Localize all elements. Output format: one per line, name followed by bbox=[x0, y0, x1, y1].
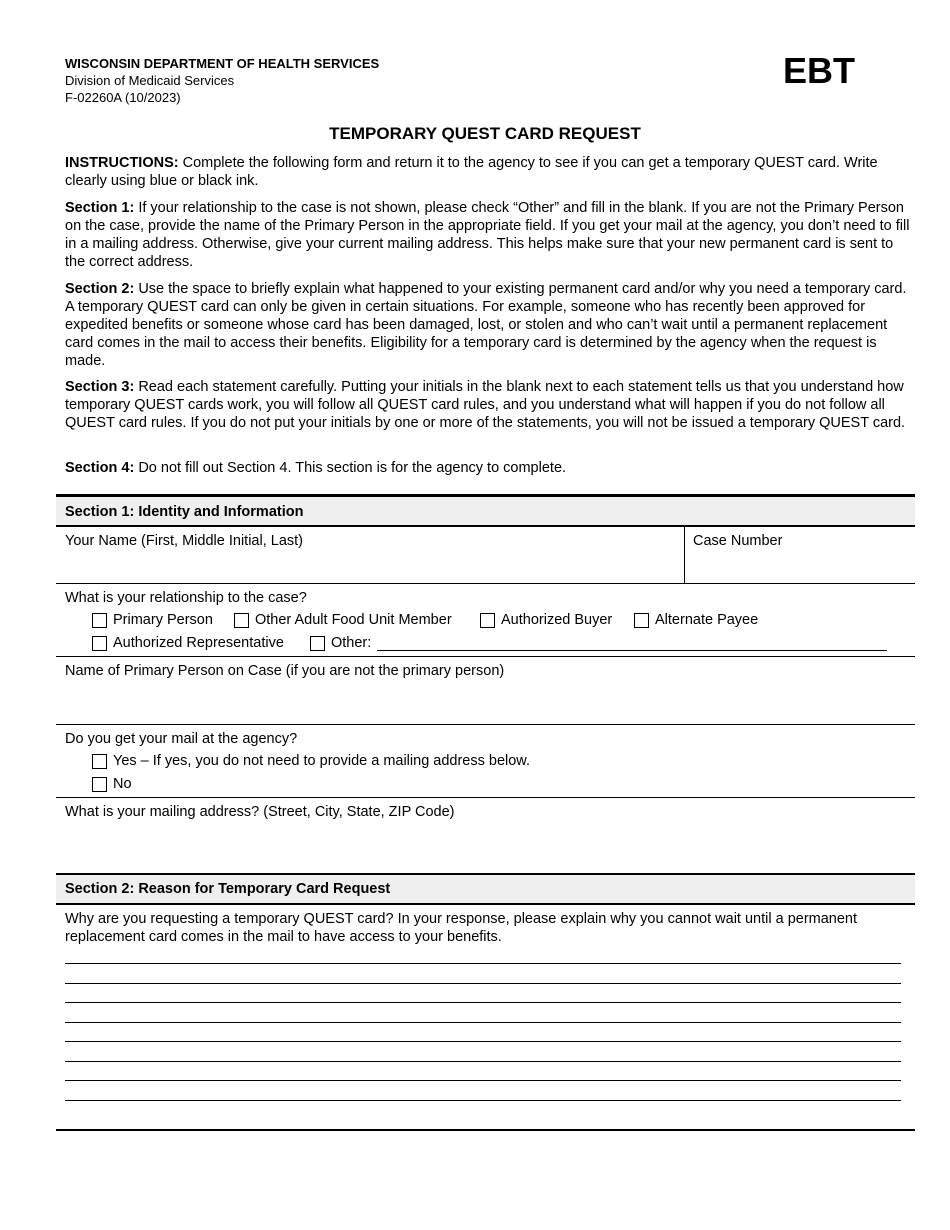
reason-writing-line[interactable] bbox=[65, 1002, 901, 1003]
relationship-question: What is your relationship to the case? bbox=[65, 590, 307, 606]
other-relationship-input-line[interactable] bbox=[377, 650, 887, 651]
reason-writing-line[interactable] bbox=[65, 1041, 901, 1042]
instructions-paragraph: INSTRUCTIONS: Complete the following form and return it to the agency to see if you can get a temporary QUEST card. Write clearly using blue or black ink. bbox=[65, 155, 878, 189]
mailing-address-field[interactable] bbox=[57, 823, 914, 871]
reason-writing-line[interactable] bbox=[65, 1022, 901, 1023]
section4-instructions: Section 4: Do not fill out Section 4. This section is for the agency to complete. bbox=[65, 460, 567, 476]
your-name-field[interactable] bbox=[57, 550, 683, 582]
divider bbox=[56, 724, 915, 725]
mail-no-label: No bbox=[113, 776, 132, 792]
page-title: TEMPORARY QUEST CARD REQUEST bbox=[329, 124, 641, 143]
reason-writing-line[interactable] bbox=[65, 1100, 901, 1101]
primary-person-name-field[interactable] bbox=[57, 682, 914, 722]
reason-writing-line[interactable] bbox=[65, 983, 901, 984]
primary-person-label: Primary Person bbox=[113, 612, 213, 628]
mail-no-checkbox[interactable] bbox=[92, 777, 107, 792]
division-name: Division of Medicaid Services bbox=[65, 73, 235, 88]
divider bbox=[684, 527, 685, 584]
mailing-address-label: What is your mailing address? (Street, City, State, ZIP Code) bbox=[65, 804, 455, 820]
section1-instructions: Section 1: If your relationship to the case is not shown, please check “Other” and fill in the blank. If you are not the Primary Person on the case, provide the name of the Primary Person in the appropriate field. If you get your mail at the agency, you don’t need to fill in a mailing address. Otherwise, give your current mailing address. This helps make sure that your new permanent card is sent to the correct address. bbox=[65, 200, 910, 270]
reason-writing-line[interactable] bbox=[65, 1080, 901, 1081]
primary-person-checkbox[interactable] bbox=[92, 613, 107, 628]
divider bbox=[56, 525, 915, 527]
mail-yes-checkbox[interactable] bbox=[92, 754, 107, 769]
mail-agency-question: Do you get your mail at the agency? bbox=[65, 731, 298, 747]
mail-yes-label: Yes – If yes, you do not need to provide a mailing address below. bbox=[113, 753, 531, 769]
authorized-representative-checkbox[interactable] bbox=[92, 636, 107, 651]
section2-heading: Section 2: Reason for Temporary Card Request bbox=[65, 881, 391, 897]
other-relationship-label: Other: bbox=[331, 635, 372, 651]
your-name-label: Your Name (First, Middle Initial, Last) bbox=[65, 533, 303, 549]
section3-instructions: Section 3: Read each statement carefully. Putting your initials in the blank next to each statement tells us that you understand how temporary QUEST cards work, you will follow all QUEST card rules, and you understand what will happen if you do not follow all QUEST card rules. If you do not put your initials by one or more of the statements, you will not be issued a temporary QUEST card. bbox=[65, 379, 906, 431]
case-number-field[interactable] bbox=[686, 550, 914, 582]
reason-writing-line[interactable] bbox=[65, 963, 901, 964]
alternate-payee-label: Alternate Payee bbox=[655, 612, 759, 628]
section1-heading: Section 1: Identity and Information bbox=[65, 504, 304, 520]
authorized-buyer-checkbox[interactable] bbox=[480, 613, 495, 628]
divider bbox=[56, 873, 915, 875]
reason-writing-line[interactable] bbox=[65, 1061, 901, 1062]
form-number: F-02260A (10/2023) bbox=[65, 90, 181, 105]
alternate-payee-checkbox[interactable] bbox=[634, 613, 649, 628]
divider bbox=[56, 583, 915, 584]
divider bbox=[56, 494, 915, 497]
authorized-representative-label: Authorized Representative bbox=[113, 635, 284, 651]
case-number-label: Case Number bbox=[693, 533, 783, 549]
other-adult-member-checkbox[interactable] bbox=[234, 613, 249, 628]
authorized-buyer-label: Authorized Buyer bbox=[501, 612, 613, 628]
divider bbox=[56, 903, 915, 905]
agency-name: WISCONSIN DEPARTMENT OF HEALTH SERVICES bbox=[65, 56, 380, 71]
ebt-badge: EBT bbox=[783, 50, 855, 91]
other-adult-member-label: Other Adult Food Unit Member bbox=[255, 612, 452, 628]
other-relationship-checkbox[interactable] bbox=[310, 636, 325, 651]
divider bbox=[56, 656, 915, 657]
section2-instructions: Section 2: Use the space to briefly explain what happened to your existing permanent card and/or why you need a temporary card. A temporary QUEST card can only be given in certain situations. For example, someone who has recently been approved for expedited benefits or someone whose card has been damaged, lost, or stolen and who can’t wait until a permanent replacement card comes in the mail to access their benefits. Eligibility for a temporary card is determined by the agency when the request is made. bbox=[65, 281, 907, 369]
primary-person-name-label: Name of Primary Person on Case (if you are not the primary person) bbox=[65, 663, 505, 679]
divider bbox=[56, 797, 915, 798]
reason-question: Why are you requesting a temporary QUEST card? In your response, please explain why you cannot wait until a permanent replacement card comes in the mail to have access to your benefits. bbox=[65, 911, 858, 945]
divider bbox=[56, 1129, 915, 1131]
